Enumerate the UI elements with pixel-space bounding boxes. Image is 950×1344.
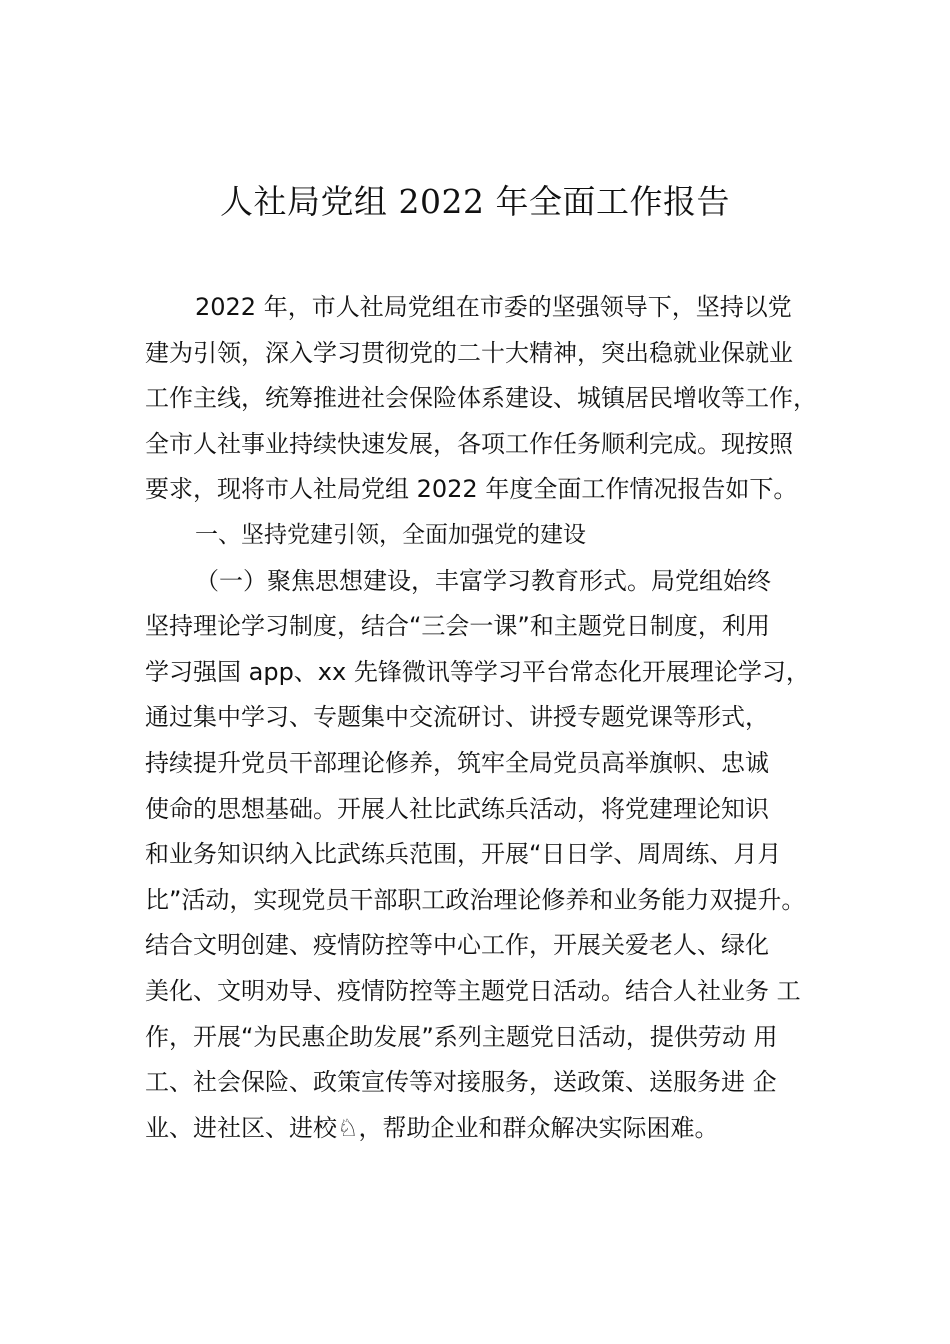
paragraph-line: 全市人社事业持续快速发展，各项工作任务顺利完成。现按照 [145,429,793,458]
paragraph-line: 通过集中学习、专题集中交流研讨、讲授专题党课等形式， [145,703,769,732]
document-body [145,285,845,1151]
paragraph-line: 结合文明创建、疫情防控等中心工作，开展关爱老人、绿化 [145,931,769,960]
paragraph-line: 持续提升党员干部理论修养，筑牢全局党员高举旗帜、忠诚 [145,748,769,777]
paragraph-line: （一）聚焦思想建设，丰富学习教育形式。局党组始终 [195,566,771,595]
paragraph-line: 工作主线，统筹推进社会保险体系建设、城镇居民增收等工作， [145,384,817,413]
paragraph-line: 学习强国 app、xx 先锋微讯等学习平台常态化开展理论学习， [145,657,810,686]
paragraph-line: 作，开展“为民惠企助发展”系列主题党日活动，提供劳动 用 [145,1022,778,1051]
document-title: 人社局党组 2022 年全面工作报告 [220,182,730,221]
paragraph-line: 使命的思想基础。开展人社比武练兵活动，将党建理论知识 [145,794,769,823]
paragraph-line: 和业务知识纳入比武练兵范围，开展“日日学、周周练、月月 [145,840,782,869]
paragraph-line: 业、进社区、进校♘，帮助企业和群众解决实际困难。 [145,1113,719,1142]
paragraph-line: 比”活动，实现党员干部职工政治理论修养和业务能力双提升。 [145,885,806,914]
paragraph-line: 建为引领，深入学习贯彻党的二十大精神，突出稳就业保就业 [145,338,793,367]
paragraph-line: 工、社会保险、政策宣传等对接服务，送政策、送服务进 企 [145,1068,777,1097]
paragraph-line: 要求，现将市人社局党组 2022 年度全面工作情况报告如下。 [145,475,798,504]
paragraph-line: 2022 年，市人社局党组在市委的坚强领导下，坚持以党 [195,293,792,321]
paragraph-line: 坚持理论学习制度，结合“三会一课”和主题党日制度，利用 [145,612,770,641]
section-heading: 一、坚持党建引领，全面加强党的建设 [195,521,586,548]
paragraph-line: 美化、文明劝导、疫情防控等主题党日活动。结合人社业务 工 [145,976,801,1005]
